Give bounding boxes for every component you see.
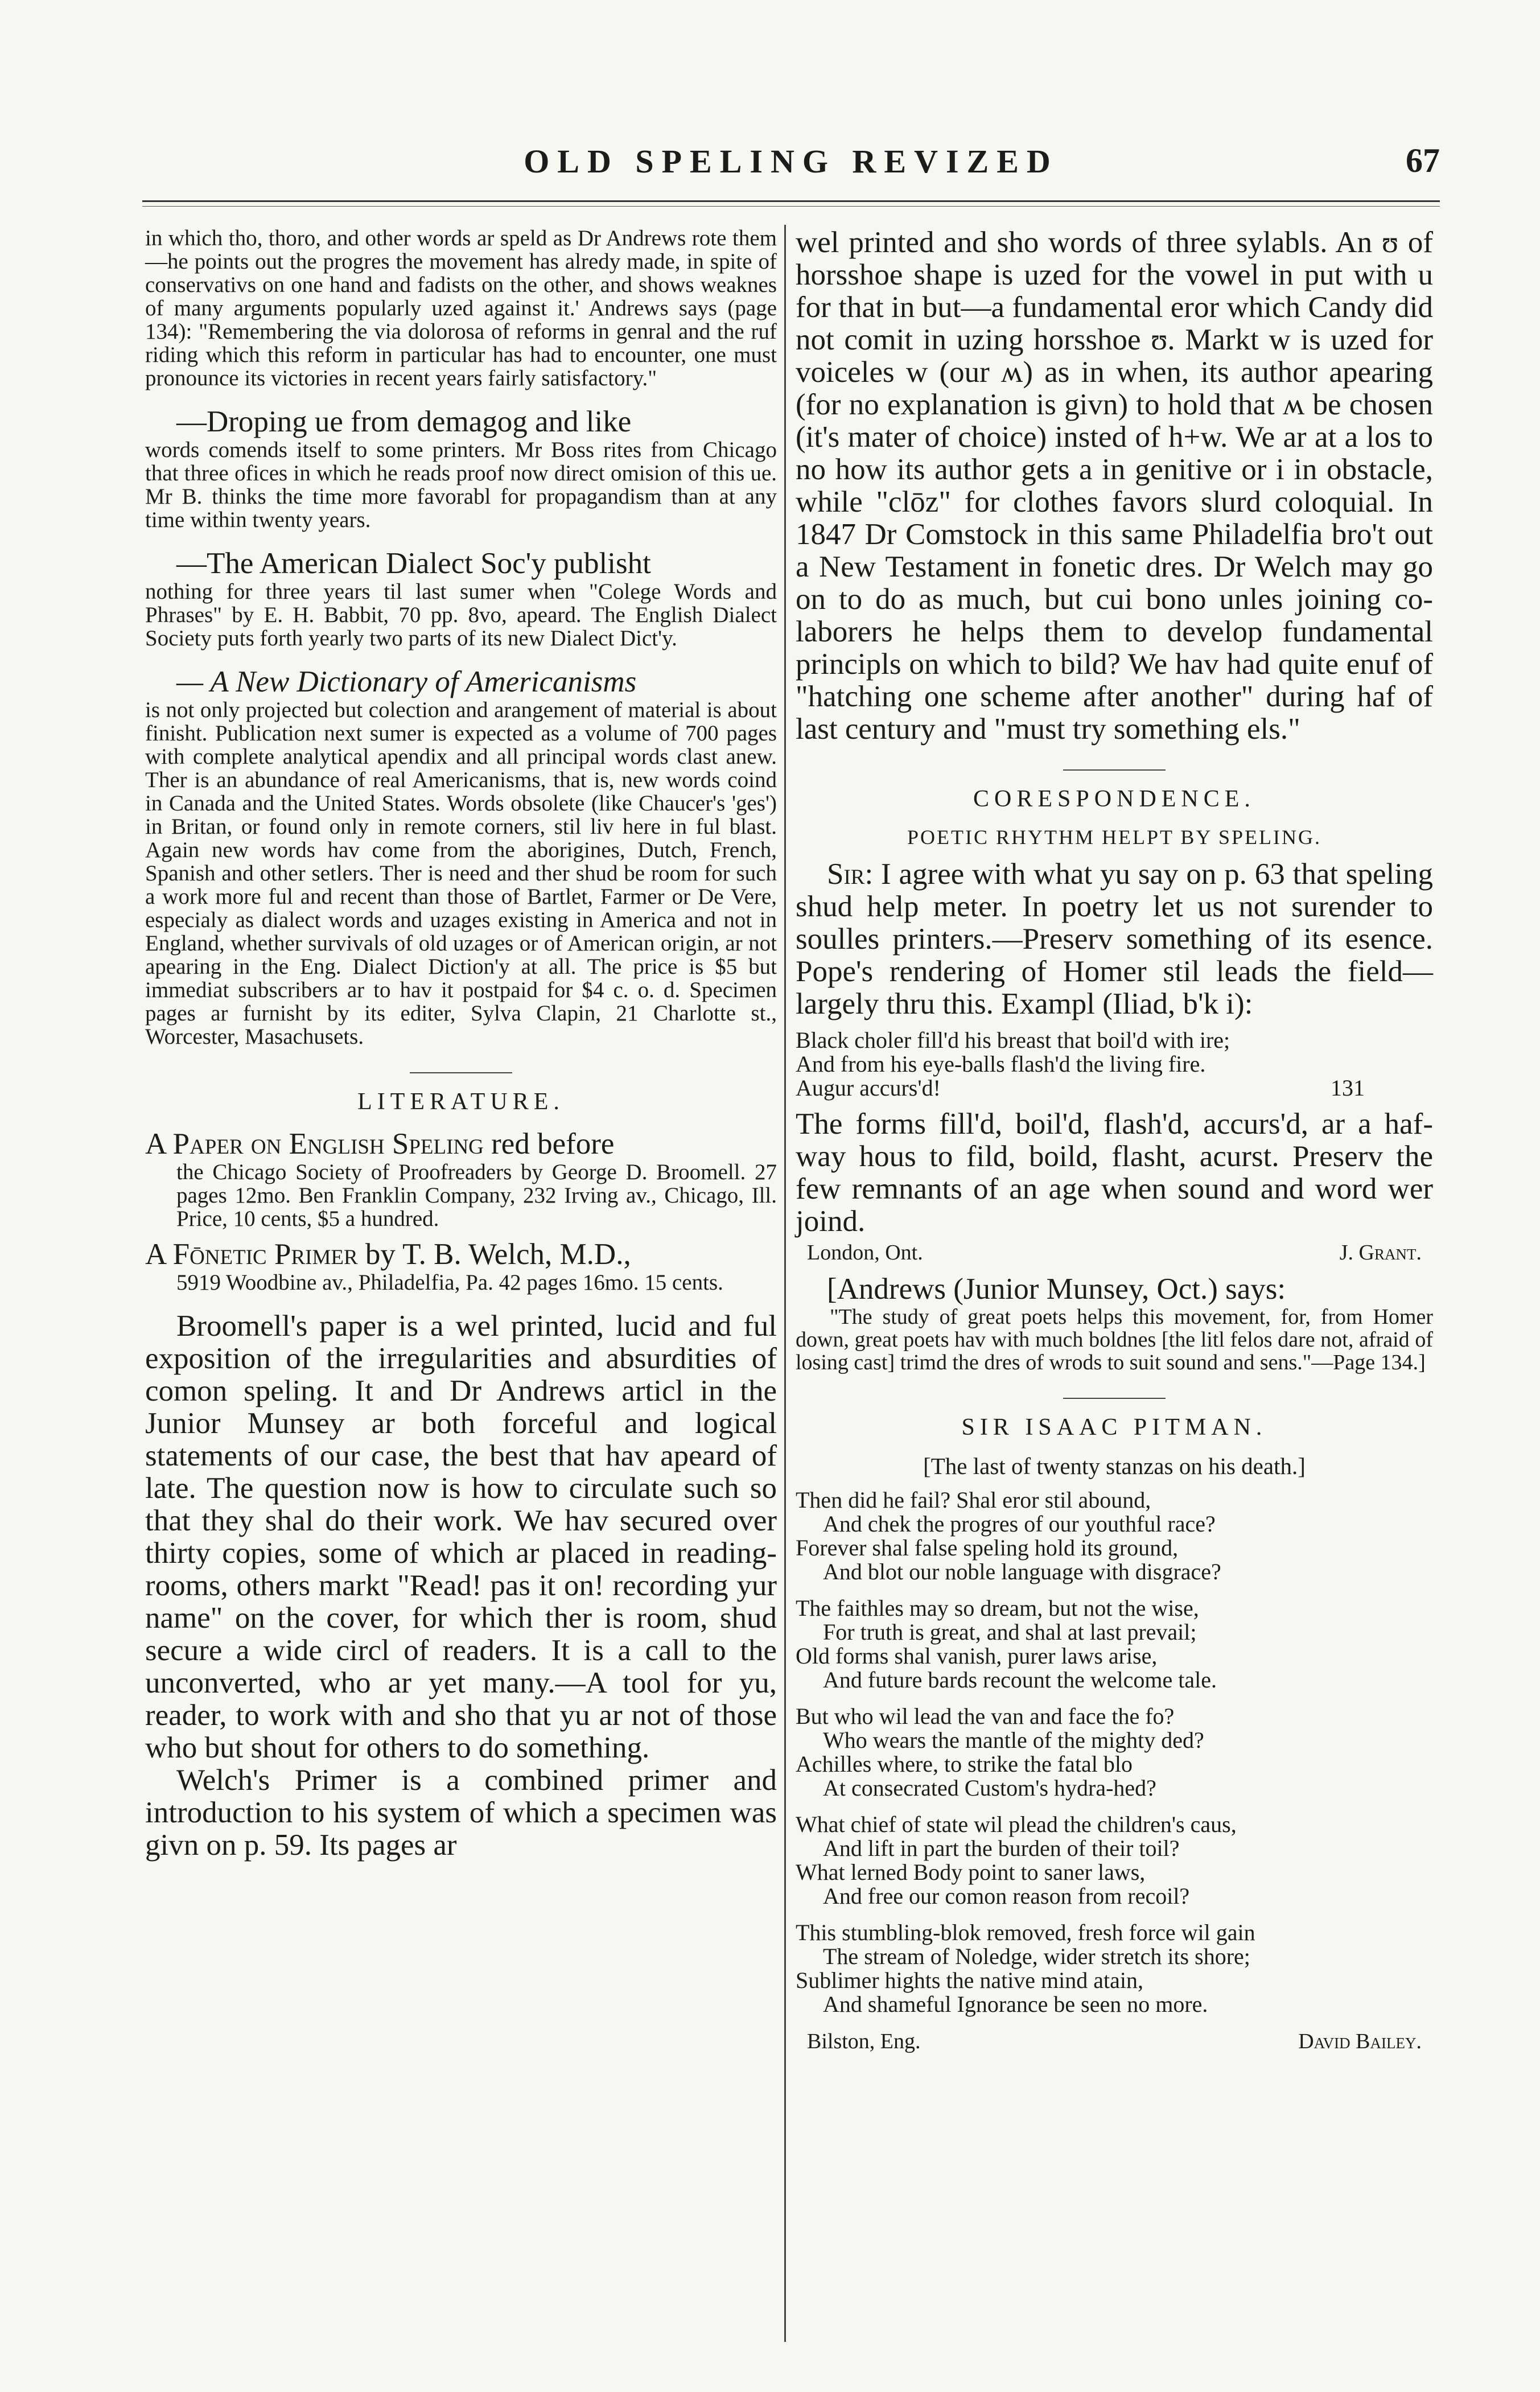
page-header bbox=[142, 135, 1440, 187]
right-column bbox=[796, 227, 1433, 2054]
literature-entry-broomell bbox=[145, 1128, 777, 1160]
welch-lead: by T. B. Welch, M.D., bbox=[357, 1238, 631, 1271]
header-rule bbox=[142, 200, 1440, 202]
welch-details: 5919 Woodbine av., Philadelfia, Pa. 42 pages 16mo. 15 cents. bbox=[176, 1270, 723, 1295]
poem-line: Who wears the mantle of the mighty ded? bbox=[823, 1727, 1204, 1753]
broomell-title: A Paper on English Speling bbox=[145, 1127, 484, 1160]
poem-stanza bbox=[796, 1488, 1433, 1584]
pitman-heading: SIR ISAAC PITMAN. bbox=[961, 1414, 1267, 1440]
poem-line: And shameful Ignorance be seen no more. bbox=[823, 1991, 1208, 2017]
poem-line: Then did he fail? Shal eror stil abound, bbox=[796, 1487, 1151, 1513]
welch-primer-review-continued: wel printed and sho words of three sylabls. An ʊ of horsshoe shape is uzed for the vowel in put with u for that in but—a fundamental eror which Candy did not comit in uzing horsshoe ʊ. Markt w is uzed for voiceles w (our ʍ) as in when, its author apearing (for no explanation is givn) to hold that ʍ be chosen (it's mater of choice) insted of h+w. We ar at a los to no how its author gets a in genitive or i in obstacle, while "clōz" for clothes favors slurd coloquial. In 1847 Dr Comstock in this same Philadelfia bro't out a New Testament in fonetic dres. Dr Welch may go on to do as much, but cui bono unles joining co-laborers he helps them to develop fundamental principls on which to bild? We hav had quite enuf of "hatching one scheme after another" during haf of last century and "must try something els." bbox=[796, 226, 1433, 746]
poem-line: And future bards recount the welcome tale. bbox=[823, 1667, 1217, 1693]
salutation: Sir: bbox=[827, 858, 874, 891]
poem-stanza bbox=[796, 1596, 1433, 1692]
demagog-note-lead: —Droping ue from demagog and like bbox=[176, 405, 632, 438]
literature-heading: LITERATURE. bbox=[357, 1089, 565, 1115]
poem-stanza bbox=[796, 1705, 1433, 1800]
poem-line: This stumbling-blok removed, fresh force wil gain bbox=[796, 1920, 1255, 1945]
poem-line: Sublimer hights the native mind atain, bbox=[796, 1967, 1144, 1993]
poem-line: And free our comon reason from recoil? bbox=[823, 1883, 1190, 1909]
poem-line: At consecrated Custom's hydra-hed? bbox=[823, 1775, 1156, 1801]
poem-line: What chief of state wil plead the children's caus, bbox=[796, 1812, 1237, 1837]
poem-line: But who wil lead the van and face the fo? bbox=[796, 1703, 1175, 1729]
andrews-quote-lead: [Andrews (Junior Munsey, Oct.) says: bbox=[827, 1273, 1286, 1306]
dialect-society-lead: —The American Dialect Soc'y publisht bbox=[176, 547, 651, 580]
corespondence-heading: CORESPONDENCE. bbox=[973, 786, 1255, 812]
signature-place: London, Ont. bbox=[807, 1241, 923, 1265]
signature-name: J. Grant. bbox=[1339, 1241, 1422, 1265]
header-rule-thin bbox=[142, 206, 1440, 207]
running-title: OLD SPELING REVIZED bbox=[524, 143, 1059, 180]
section-rule bbox=[410, 1072, 512, 1073]
andrews-review-paragraph: in which tho, thoro, and other words ar speld as Dr Andrews rote them—he points out the progres the movement has alredy made, in spite of conservativs on one hand and fadists on the other, and shows weaknes of many arguments popularly uzed against it.' Andrews says (page 134): "Remembering the via dolorosa of reforms in genral and the ruf riding which this reform in particular has had to encounter, one must pronounce its victories in recent years fairly satisfactory." bbox=[145, 226, 777, 390]
demagog-note-body: words comends itself to some printers. Mr Boss rites from Chicago that three ofices in which he reads proof now direct omision of this ue. Mr B. thinks the time more favorabl for propagandism than at any time within twenty years. bbox=[145, 438, 777, 532]
grant-letter-body: I agree with what yu say on p. 63 that speling shud help meter. In poetry let us not surender to soulles printers.—Preserv something of its esence. Pope's rendering of Homer stil leads the field—largely thru this. Exampl (Iliad, b'k i): bbox=[796, 858, 1433, 1020]
section-rule bbox=[1063, 1398, 1166, 1399]
verse-line bbox=[796, 1076, 1433, 1100]
poem-line: And blot our noble language with disgrace? bbox=[823, 1559, 1221, 1584]
broomell-paper-review: Broomell's paper is a wel printed, lucid and ful exposition of the irregularities and absurdities of comon speling. It and Dr Andrews articl in the Junior Munsey ar both forceful and logical statements of our case, the best that hav apeard of late. The question now is how to circulate such so that they shal do their work. We hav secured over thirty copies, some of which ar placed in reading-rooms, others markt "Read! pas it on! recording yur name" on the cover, for which ther is room, shud secure a wide circl of readers. It is a call to the unconverted, who ar yet many.—A tool for yu, reader, to work with and sho that yu ar not of those who but shout for others to do something. bbox=[145, 1310, 777, 1764]
poem-stanza bbox=[796, 1921, 1433, 2016]
poem-stanza bbox=[796, 1813, 1433, 1908]
pitman-note: [The last of twenty stanzas on his death.] bbox=[923, 1453, 1306, 1479]
literature-entry-welch bbox=[145, 1238, 777, 1271]
poem-line: And lift in part the burden of their toil? bbox=[823, 1835, 1180, 1861]
poem-line: Achilles where, to strike the fatal blo bbox=[796, 1751, 1133, 1777]
poem-line: Forever shal false speling hold its ground, bbox=[796, 1535, 1179, 1561]
signature-place: Bilston, Eng. bbox=[807, 2029, 921, 2053]
poem-line: Old forms shal vanish, purer laws arise, bbox=[796, 1643, 1158, 1669]
corespondence-subheading: POETIC RHYTHM HELPT BY SPELING. bbox=[907, 826, 1322, 849]
broomell-details: the Chicago Society of Proofreaders by George D. Broomell. 27 pages 12mo. Ben Franklin Company, 232 Irving av., Chicago, Ill. Price, 10 cents, $5 a hundred. bbox=[176, 1160, 777, 1231]
pitman-poem bbox=[796, 1488, 1433, 2016]
americanisms-note bbox=[145, 666, 777, 1048]
left-column bbox=[145, 227, 777, 1862]
poem-line: And chek the progres of our youthful race? bbox=[823, 1511, 1216, 1537]
americanisms-lead: — A New Dictionary of Americanisms bbox=[176, 665, 637, 698]
welch-title: A Fōnetic Primer bbox=[145, 1238, 358, 1271]
dialect-society-note bbox=[145, 547, 777, 650]
dialect-society-body: nothing for three years til last sumer when "Colege Words and Phrases" by E. H. Babbit, 70 pp. 8vo, apeard. The English Dialect Society puts forth yearly two parts of its new Dialect Dict'y. bbox=[145, 579, 777, 651]
signature bbox=[796, 1240, 1433, 1265]
verse-line: Black choler fill'd his breast that boil'd with ire; bbox=[796, 1027, 1230, 1053]
signature bbox=[796, 2029, 1433, 2054]
verse-text: Augur accurs'd! bbox=[796, 1075, 941, 1101]
verse-line: And from his eye-balls flash'd the living fire. bbox=[796, 1051, 1206, 1077]
broomell-lead: red before bbox=[483, 1127, 615, 1160]
andrews-quote: "The study of great poets helps this movement, for, from Homer down, great poets hav with much boldnes [the litl felos dare not, afraid of losing cast] trimd the dres of wrods to suit sound and sens."—Page 134.] bbox=[796, 1305, 1433, 1374]
page-number: 67 bbox=[1406, 142, 1440, 179]
pope-quotation bbox=[796, 1028, 1433, 1100]
column-divider bbox=[784, 225, 786, 2342]
grant-letter-conclusion: The forms fill'd, boil'd, flash'd, accurs'd, ar a haf-way hous to fild, boild, flasht, acurst. Preserv the few remnants of an age when sound and word wer joind. bbox=[796, 1108, 1433, 1238]
welch-primer-review: Welch's Primer is a combined primer and introduction to his system of which a specimen was givn on p. 59. Its pages ar bbox=[145, 1764, 777, 1862]
poem-line: What lerned Body point to saner laws, bbox=[796, 1859, 1146, 1885]
poem-line: For truth is great, and shal at last prevail; bbox=[823, 1619, 1197, 1645]
section-rule bbox=[1063, 769, 1166, 771]
signature-name: David Bailey. bbox=[1298, 2029, 1422, 2053]
poem-line: The stream of Noledge, wider stretch its shore; bbox=[823, 1944, 1250, 1969]
americanisms-body: is not only projected but colection and arangement of material is about finisht. Publication next sumer is expected as a volume of 700 pages with complete analytical apendix and all principal words clast anew. Ther is an abundance of real Americanisms, that is, new words coind in Canada and the United States. Words obsolete (like Chaucer's 'ges') in Britan, or found only in remote corners, stil liv here in ful blast. Again new words hav come from the aborigines, Dutch, French, Spanish and other setlers. Ther is need and ther shud be room for such a work more ful and recent than those of Bartlet, Farmer or De Vere, especialy as dialect words and uzages existing in America and not in England, whether survivals of old uzages or of American origin, ar not apearing in the Eng. Dialect Diction'y at all. The price is $5 but immediat subscribers ar to hav it postpaid for $4 c. o. d. Specimen pages ar furnisht by its editer, Sylva Clapin, 21 Charlotte st., Worcester, Masachusets. bbox=[145, 698, 777, 1049]
grant-letter bbox=[796, 858, 1433, 1020]
poem-line: The faithles may so dream, but not the wise, bbox=[796, 1595, 1199, 1621]
line-number: 131 bbox=[1331, 1075, 1365, 1101]
demagog-note bbox=[145, 406, 777, 532]
